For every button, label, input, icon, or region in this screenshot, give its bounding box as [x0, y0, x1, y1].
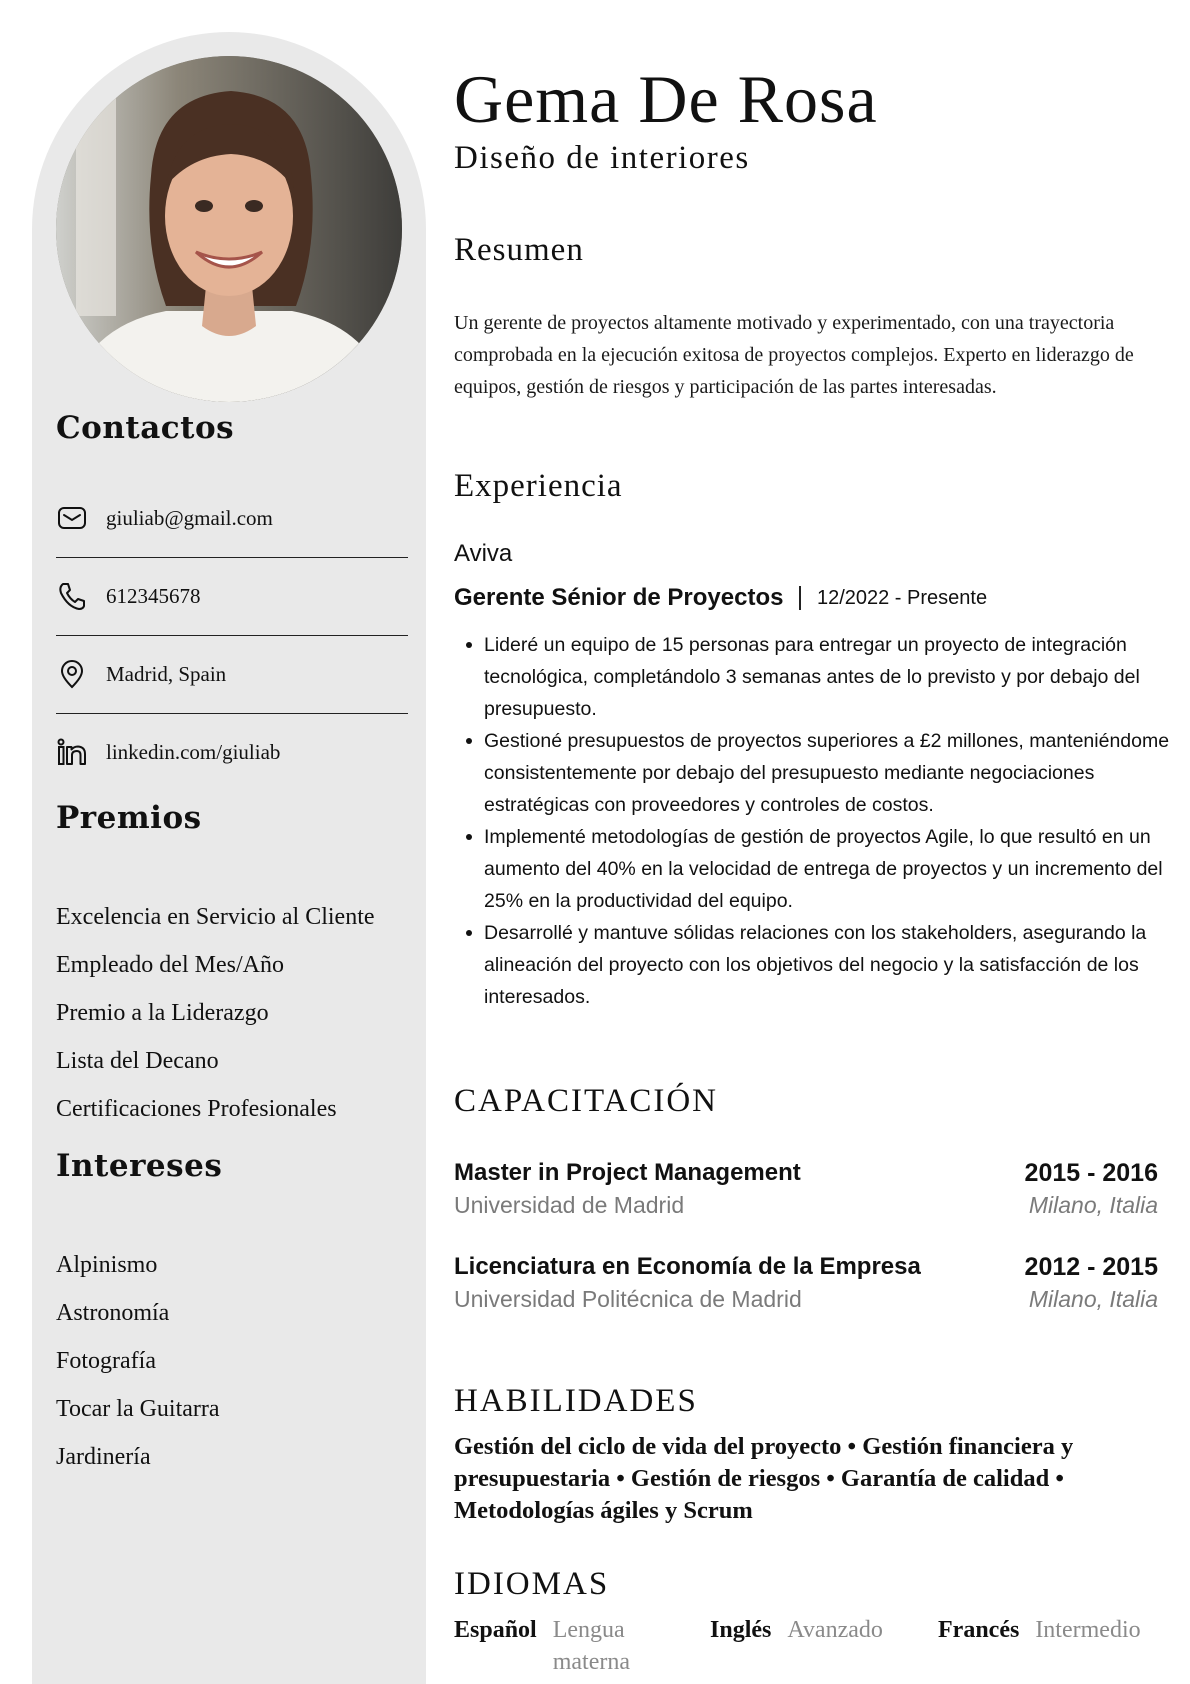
- linkedin-icon: [56, 736, 88, 768]
- education-item: [454, 1157, 1158, 1221]
- job-dates: 12/2022 - Presente: [816, 586, 988, 609]
- contact-location: [56, 635, 408, 714]
- education-years: 2012 - 2015: [1024, 1253, 1158, 1281]
- education-degree: Licenciatura en Economía de la Empresa: [454, 1253, 921, 1280]
- experience-bullet: Implementé metodologías de gestión de proyectos Agile, lo que resultó en un aumento del 40% en la velocidad de entrega de proyectos y un incremento del 25% en la productividad del equipo.: [484, 821, 1188, 917]
- job-divider: [799, 586, 801, 610]
- contact-linkedin-text: linkedin.com/giuliab: [106, 739, 281, 764]
- contact-linkedin[interactable]: [56, 713, 408, 791]
- education-heading: CAPACITACIÓN: [454, 1083, 719, 1119]
- award-item: Empleado del Mes/Año: [56, 952, 284, 978]
- phone-icon: [56, 580, 88, 612]
- skills-heading: HABILIDADES: [454, 1383, 698, 1419]
- awards-heading: Premios: [56, 800, 202, 836]
- education-school: Universidad Politécnica de Madrid: [454, 1286, 802, 1312]
- summary-text: Un gerente de proyectos altamente motivado y experimentado, con una trayectoria comprobada en la ejecución exitosa de proyectos complejos. Experto en liderazgo de equipos, gestión de riesgos y participación de las partes interesadas.: [454, 312, 1134, 398]
- experience-bullet: Lideré un equipo de 15 personas para entregar un proyecto de integración tecnológica, completándolo 3 semanas antes de lo previsto y por debajo del presupuesto.: [484, 629, 1188, 725]
- profile-photo: [56, 56, 402, 402]
- interest-item: Jardinería: [56, 1444, 151, 1470]
- education-location: Milano, Italia: [1028, 1286, 1158, 1312]
- language-item: [710, 1614, 883, 1646]
- location-pin-icon: [56, 658, 88, 690]
- contact-email-text: giuliab@gmail.com: [106, 505, 273, 530]
- experience-bullet: Gestioné presupuestos de proyectos superiores a £2 millones, manteniéndome consistentemente por debajo del presupuesto mediante negociaciones estratégicas con proveedores y controles de costos.: [484, 725, 1188, 821]
- language-level: Avanzado: [787, 1617, 883, 1643]
- education-years: 2015 - 2016: [1024, 1159, 1158, 1187]
- education-location: Milano, Italia: [1028, 1192, 1158, 1218]
- contacts-heading: Contactos: [56, 410, 235, 446]
- language-name: Inglés: [710, 1617, 772, 1643]
- education-degree: Master in Project Management: [454, 1159, 801, 1186]
- interest-item: Tocar la Guitarra: [56, 1396, 220, 1422]
- experience-bullet: Desarrollé y mantuve sólidas relaciones con los stakeholders, asegurando la alineación del proyecto con los objetivos del negocio y la satisfacción de los interesados.: [484, 917, 1188, 1013]
- profile-photo-illustration: [56, 56, 402, 402]
- interest-item: Astronomía: [56, 1300, 170, 1326]
- language-level: Intermedio: [1035, 1617, 1141, 1643]
- experience-heading: Experiencia: [454, 468, 623, 504]
- summary-heading: Resumen: [454, 232, 584, 268]
- language-level: Lengua materna: [552, 1617, 631, 1675]
- contact-email[interactable]: [56, 479, 408, 558]
- mail-icon: [56, 502, 88, 534]
- languages-heading: IDIOMAS: [454, 1566, 610, 1602]
- awards-list: [56, 893, 375, 1133]
- candidate-role: Diseño de interiores: [454, 140, 750, 176]
- experience-bullets: [454, 629, 1188, 1013]
- languages-list: [454, 1614, 1158, 1684]
- company-name: Aviva: [454, 540, 513, 567]
- interests-list: [56, 1241, 220, 1481]
- interest-item: Alpinismo: [56, 1252, 158, 1278]
- award-item: Excelencia en Servicio al Cliente: [56, 904, 375, 930]
- sidebar: [32, 32, 426, 1684]
- language-item: [454, 1614, 663, 1678]
- award-item: Premio a la Liderazgo: [56, 1000, 269, 1026]
- award-item: Certificaciones Profesionales: [56, 1096, 337, 1122]
- job-header: [454, 584, 987, 612]
- education-item: [454, 1251, 1158, 1315]
- contact-location-text: Madrid, Spain: [106, 661, 227, 686]
- contact-phone-text: 612345678: [106, 583, 201, 608]
- contact-phone[interactable]: [56, 557, 408, 636]
- award-item: Lista del Decano: [56, 1048, 219, 1074]
- candidate-name: Gema De Rosa: [454, 61, 878, 137]
- language-item: [938, 1614, 1141, 1646]
- interests-heading: Intereses: [56, 1148, 223, 1184]
- job-title: Gerente Sénior de Proyectos: [454, 584, 784, 611]
- language-name: Español: [454, 1617, 537, 1643]
- language-name: Francés: [938, 1617, 1020, 1643]
- skills-text: Gestión del ciclo de vida del proyecto • Gestión financiera y presupuestaria • Gestión de riesgos • Garantía de calidad • Metodologías ágiles y Scrum: [454, 1433, 1074, 1524]
- interest-item: Fotografía: [56, 1348, 156, 1374]
- education-school: Universidad de Madrid: [454, 1192, 685, 1218]
